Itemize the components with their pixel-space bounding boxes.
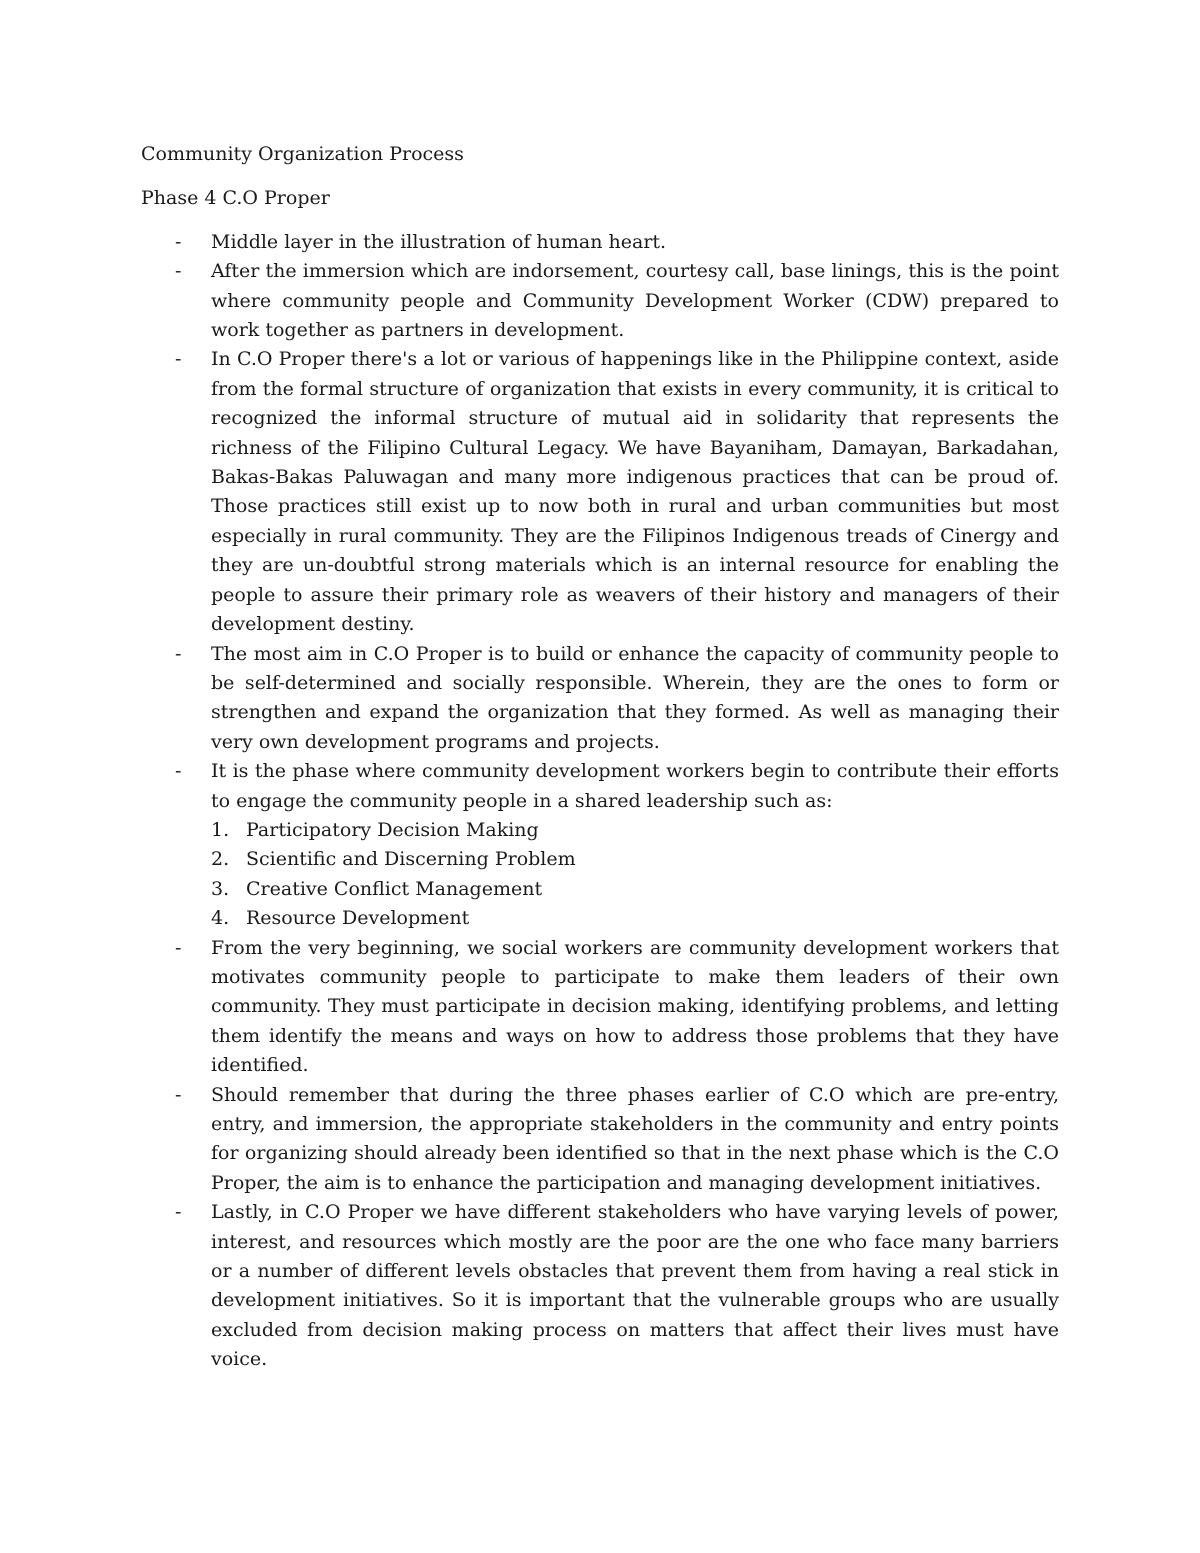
leadership-item xyxy=(211,875,1059,904)
bullet-text: Should remember that during the three phases earlier of C.O which are pre-entry, entry, and immersion, the appropriate stakeholders in the community and entry points for organizing should already been identified so that in the next phase which is the C.O Proper, the aim is to enhance the participation and managing development initiatives. xyxy=(211,1083,1059,1194)
phase-heading: Phase 4 C.O Proper xyxy=(141,187,330,210)
bullet-text: The most aim in C.O Proper is to build or enhance the capacity of community people to be self-determined and socially responsible. Wherein, they are the ones to form or strengthen and expand the organization that they formed. As well as managing their very own development programs and projects. xyxy=(211,642,1059,753)
bullet-dash: - xyxy=(175,642,182,665)
list-item-text: Creative Conflict Management xyxy=(246,877,543,900)
bullet-item xyxy=(141,934,1059,1081)
document-page xyxy=(141,140,1059,1375)
bullet-dash: - xyxy=(175,1083,182,1106)
bullet-dash: - xyxy=(175,348,182,371)
list-item-text: Scientific and Discerning Problem xyxy=(246,848,576,871)
bullet-item xyxy=(141,228,1059,257)
bullet-text: After the immersion which are indorsement, courtesy call, base linings, this is the point where community people and Community Development Worker (CDW) prepared to work together as partners in development. xyxy=(211,260,1059,342)
list-number: 2. xyxy=(211,848,230,871)
bullet-item xyxy=(141,1081,1059,1199)
bullet-text: In C.O Proper there's a lot or various of happenings like in the Philippine context, aside from the formal structure of organization that exists in every community, it is critical to recognized the informal structure of mutual aid in solidarity that represents the richness of the Filipino Cultural Legacy. We have Bayaniham, Damayan, Barkadahan, Bakas-Bakas Paluwagan and many more indigenous practices that can be proud of. Those practices still exist up to now both in rural and urban communities but most especially in rural community. They are the Filipinos Indigenous treads of Cinergy and they are un-doubtful strong materials which is an internal resource for enabling the people to assure their primary role as weavers of their history and managers of their development destiny. xyxy=(211,348,1059,636)
bullet-dash: - xyxy=(175,1201,182,1224)
bullet-text: It is the phase where community development workers begin to contribute their efforts to engage the community people in a shared leadership such as: xyxy=(211,760,1059,812)
bullet-item xyxy=(141,257,1059,345)
leadership-item xyxy=(211,904,1059,933)
bullet-item xyxy=(141,640,1059,758)
bullet-dash: - xyxy=(175,230,182,253)
leadership-item xyxy=(211,845,1059,874)
bullet-list xyxy=(141,228,1059,1375)
leadership-list xyxy=(211,816,1059,934)
bullet-text: Middle layer in the illustration of human heart. xyxy=(211,230,667,253)
bullet-text: From the very beginning, we social workers are community development workers that motivates community people to participate to make them leaders of their own community. They must participate in decision making, identifying problems, and letting them identify the means and ways on how to address those problems that they have identified. xyxy=(211,936,1059,1077)
document-title: Community Organization Process xyxy=(141,143,464,165)
bullet-item xyxy=(141,757,1059,933)
bullet-dash: - xyxy=(175,760,182,783)
bullet-dash: - xyxy=(175,936,182,959)
list-item-text: Resource Development xyxy=(246,907,470,930)
list-item-text: Participatory Decision Making xyxy=(246,818,539,841)
list-number: 1. xyxy=(211,818,230,841)
list-number: 4. xyxy=(211,907,230,930)
bullet-text: Lastly, in C.O Proper we have different stakeholders who have varying levels of power, interest, and resources which mostly are the poor are the one who face many barriers or a number of different levels obstacles that prevent them from having a real stick in development initiatives. So it is important that the vulnerable groups who are usually excluded from decision making process on matters that affect their lives must have voice. xyxy=(211,1201,1059,1371)
bullet-item xyxy=(141,1198,1059,1374)
bullet-dash: - xyxy=(175,260,182,283)
leadership-item xyxy=(211,816,1059,845)
list-number: 3. xyxy=(211,877,230,900)
bullet-item xyxy=(141,345,1059,639)
